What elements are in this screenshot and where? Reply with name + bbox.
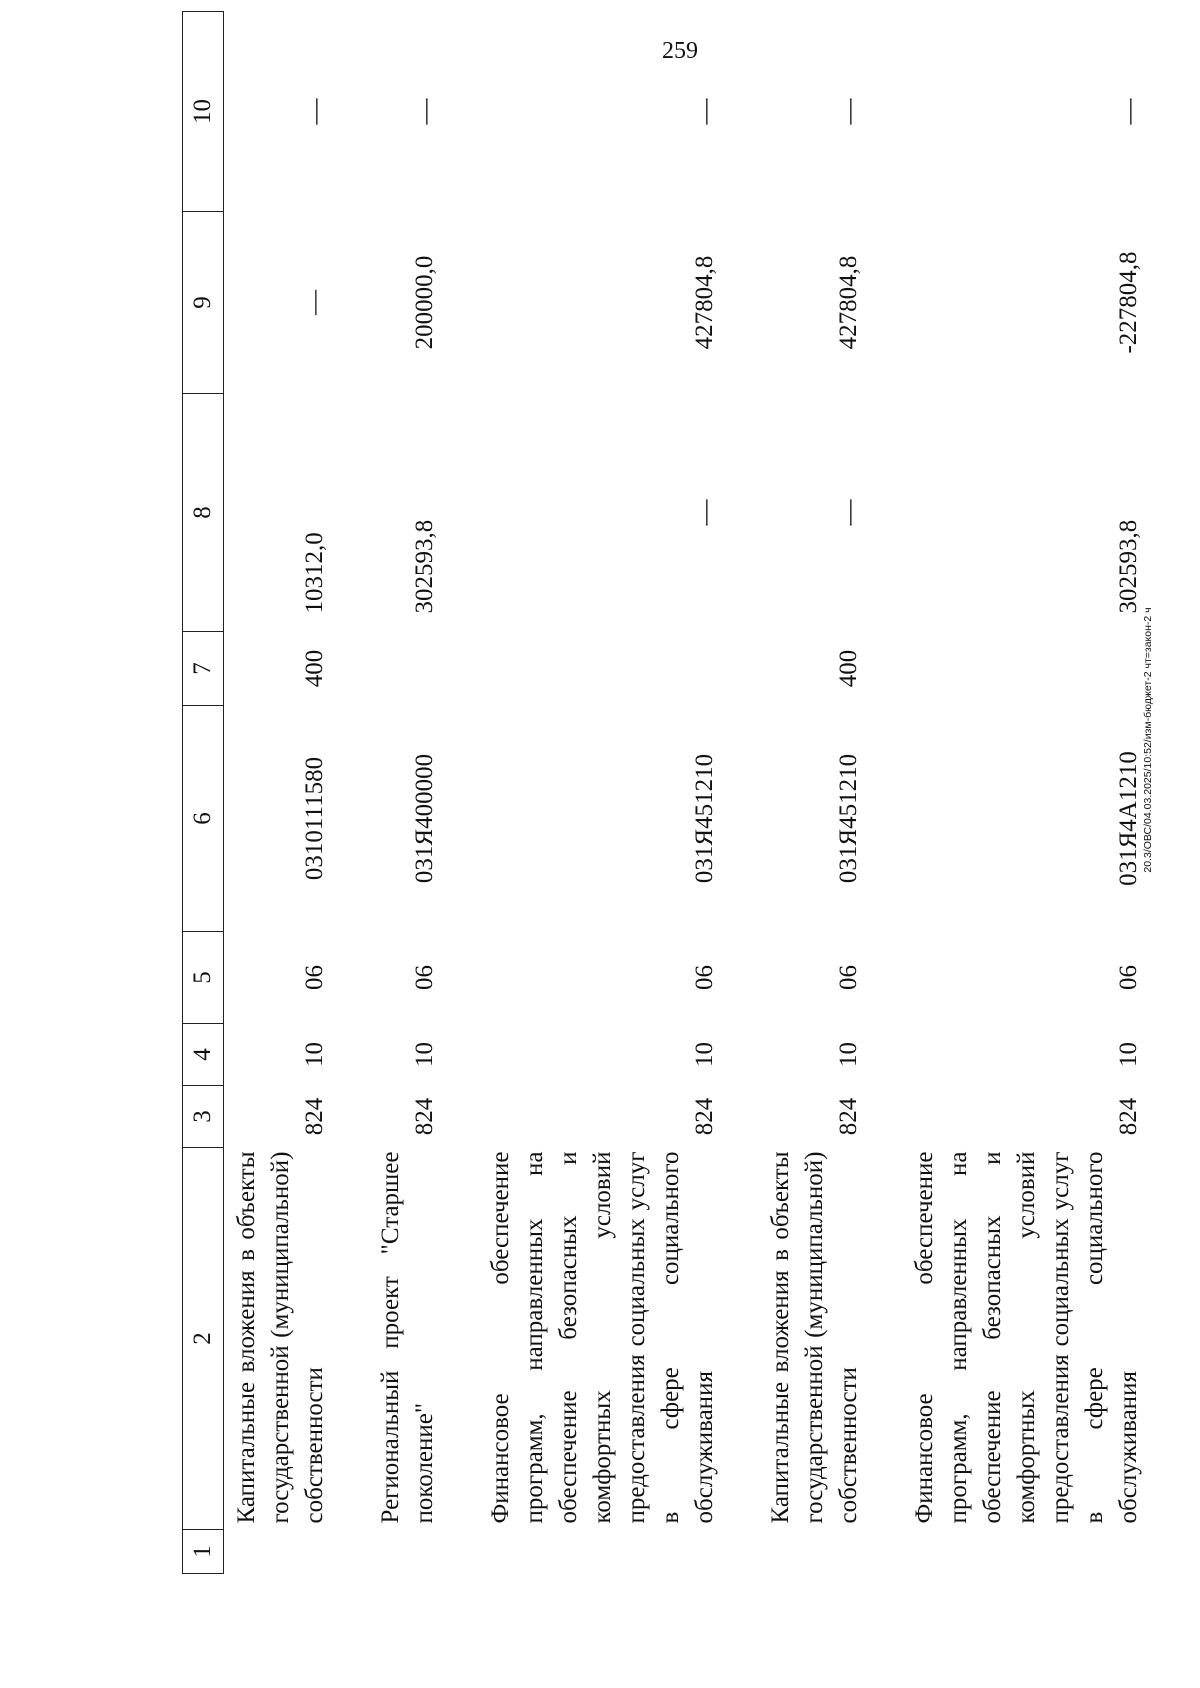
footer-code-text: 20.3/ОВС/04.03.2025/10:52/изм-бюджет-2 чт=закон-2 ч (1142, 607, 1154, 873)
cell-c8: 302593,8 (411, 519, 438, 614)
cell-c10: — (410, 98, 439, 125)
cell-c9: — (301, 290, 328, 315)
cell-c5: 06 (1115, 965, 1142, 990)
cell-empty (902, 1530, 1152, 1574)
cell-c8: 10312,0 (301, 532, 328, 614)
row-name: Финансовое обеспечение программ, направленных на обеспечение безопасных и комфортных условий предоставления социальных услуг в сфере социального обслуживания (487, 1151, 718, 1524)
cell-c9: -227804,8 (1115, 251, 1142, 354)
column-header: 9 (183, 212, 224, 394)
table-row (758, 12, 872, 1574)
cell-empty (368, 1530, 448, 1574)
cell-empty (478, 1530, 728, 1574)
cell-c10: — (300, 98, 329, 125)
cell-c9: 427804,8 (691, 255, 718, 350)
cell-c4: 10 (411, 1042, 438, 1067)
table-row (224, 12, 339, 1574)
row-name: Финансовое обеспечение программ, направленных на обеспечение безопасных и комфортных условий предоставления социальных услуг в сфере социального обслуживания (911, 1151, 1142, 1524)
cell-c6: 031Я451210 (835, 753, 862, 884)
rotated-table-wrapper (182, 98, 1143, 1574)
cell-c5: 06 (691, 965, 718, 990)
cell-c6: 031Я451210 (691, 753, 718, 884)
table-row (902, 12, 1152, 1574)
cell-c3: 824 (835, 1097, 862, 1136)
column-header: 4 (183, 1024, 224, 1086)
table-row (368, 12, 448, 1574)
cell-c5: 06 (301, 965, 328, 990)
row-name: Капитальные вложения в объекты государственной (муниципальной) собственности (767, 1151, 862, 1524)
cell-c4: 10 (835, 1042, 862, 1067)
row-name: Капитальные вложения в объекты государственной (муниципальной) собственности (233, 1151, 328, 1524)
column-header: 1 (183, 1530, 224, 1574)
column-header: 2 (183, 1148, 224, 1530)
cell-c4: 10 (691, 1042, 718, 1067)
cell-c4: 10 (301, 1042, 328, 1067)
column-header: 10 (183, 12, 224, 212)
column-header: 3 (183, 1086, 224, 1148)
cell-c5: 06 (835, 965, 862, 990)
column-header: 5 (183, 932, 224, 1024)
cell-empty (758, 1530, 872, 1574)
cell-c5: 06 (411, 965, 438, 990)
cell-c8: — (834, 499, 863, 526)
row-name: Региональный проект "Старшее поколение" (377, 1151, 438, 1524)
column-header: 7 (183, 632, 224, 706)
cell-c7: 400 (835, 649, 862, 688)
cell-c8: — (690, 499, 719, 526)
cell-c8: 302593,8 (1115, 519, 1142, 614)
cell-c6: 031Я4А1210 (1115, 751, 1142, 886)
page-number: 259 (662, 38, 698, 64)
column-header: 8 (183, 394, 224, 632)
cell-c6: 0310111580 (301, 756, 328, 881)
cell-c6: 031Я400000 (411, 753, 438, 884)
cell-c3: 824 (411, 1097, 438, 1136)
table-row (478, 12, 728, 1574)
cell-c10: — (690, 98, 719, 125)
cell-c9: 200000,0 (411, 255, 438, 350)
cell-c7 (478, 632, 728, 706)
cell-c10: — (1114, 98, 1143, 125)
cell-c10: — (834, 98, 863, 125)
cell-c7: 400 (301, 649, 328, 688)
cell-c7 (368, 632, 448, 706)
cell-empty (224, 1530, 339, 1574)
cell-c4: 10 (1115, 1042, 1142, 1067)
budget-table (182, 11, 1152, 1574)
cell-c3: 824 (301, 1097, 328, 1136)
column-header: 6 (183, 706, 224, 932)
cell-c3: 824 (1115, 1097, 1142, 1136)
cell-c9: 427804,8 (835, 255, 862, 350)
header-row (183, 12, 224, 1574)
cell-c7 (902, 632, 1152, 706)
cell-c3: 824 (691, 1097, 718, 1136)
